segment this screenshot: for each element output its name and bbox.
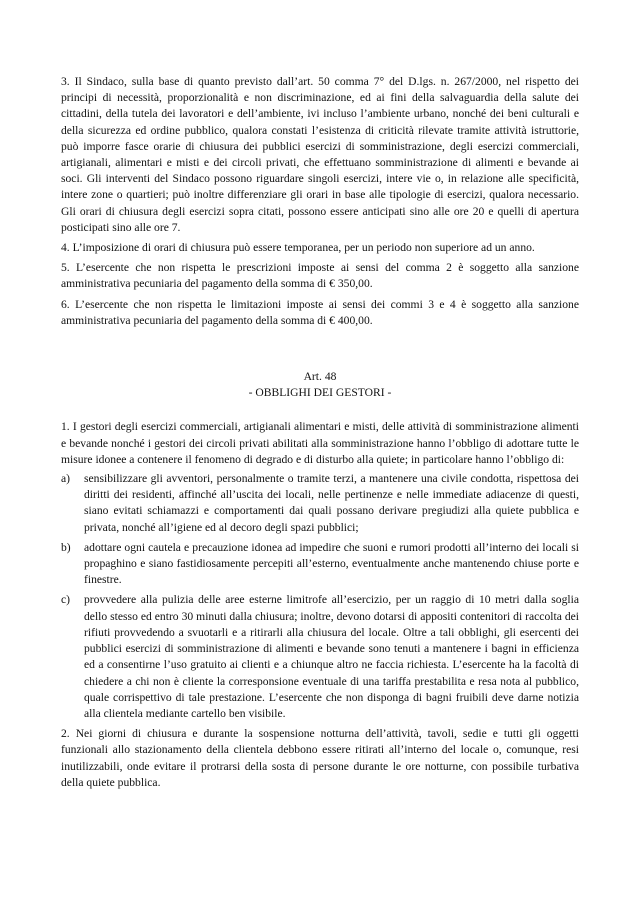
- list-item-marker: b): [61, 540, 71, 554]
- article-title: - OBBLIGHI DEI GESTORI -: [248, 386, 392, 400]
- list-item: [61, 592, 579, 722]
- list-item-text: sensibilizzare gli avventori, personalmente o tramite terzi, a mantenere una civile condotta, rispettosa dei diritti dei residenti, affinché all’uscita dei locali, nelle pertinenze e nelle immediate adiacenze di questi, siano evitati schiamazzi e comportamenti dai quali possano derivare pregiudizi alla quiete pubblica e privata, nonché all’igiene ed al decoro degli spazi pubblici;: [84, 472, 579, 534]
- paragraph-comma-5: 5. L’esercente che non rispetta le prescrizioni imposte ai sensi del comma 2 è soggetto alla sanzione amministrativa pecuniaria del pagamento della somma di € 350,00.: [61, 261, 579, 291]
- list-item-text: adottare ogni cautela e precauzione idonea ad impedire che suoni e rumori prodotti all’interno dei locali si propaghino e siano fastidiosamente percepiti all’esterno, eventualmente anche mantenendo chiuse porte e finestre.: [84, 540, 579, 587]
- list-item: [61, 471, 579, 536]
- article-number: Art. 48: [303, 370, 337, 384]
- list-item: [61, 540, 579, 589]
- paragraph-comma-3: 3. Il Sindaco, sulla base di quanto previsto dall’art. 50 comma 7° del D.lgs. n. 267/2000, nel rispetto dei principi di necessità, proporzionalità e non discriminazione, ed ai fini della salvaguardia della salute dei cittadini, della tutela dei lavoratori e dell’ambiente, ivi incluso l’ambiente urbano, nonché dei beni culturali e della sicurezza ed ordine pubblico, qualora constati l’esistenza di criticità rilevate tramite attività istruttorie, può imporre fasce orarie di chiusura dei pubblici esercizi di somministrazione, degli esercizi commerciali, artigianali, alimentari e misti e dei circoli privati, che effettuano somministrazione di alimenti e bevande ai soci. Gli interventi del Sindaco possono riguardare singoli esercizi, intere vie o, in relazione alle specificità, intere zone o quartieri; può inoltre differenziare gli orari in base alle tipologie di esercizi, qualora necessario. Gli orari di chiusura degli esercizi sopra citati, possono essere anticipati sino alle ore 20 e quelli di apertura posticipati sino alle ore 7.: [61, 75, 579, 234]
- paragraph-comma-4: 4. L’imposizione di orari di chiusura può essere temporanea, per un periodo non superiore ad un anno.: [61, 241, 535, 255]
- list-item-marker: a): [61, 472, 71, 486]
- article-intro-paragraph: 1. I gestori degli esercizi commerciali, artigianali alimentari e misti, delle attività di somministrazione alimenti e bevande nonché i gestori dei circoli privati abilitati alla somministrazione hanno l’obbligo di adottare tutte le misure idonee a contenere il fenomeno di degrado e di disturbo alla quiete; in particolare hanno l’obbligo di:: [61, 420, 579, 466]
- list-item-marker: c): [61, 593, 71, 607]
- closing-paragraph: 2. Nei giorni di chiusura e durante la sospensione notturna dell’attività, tavoli, sedie e tutti gli oggetti funzionali allo stazionamento della clientela debbono essere ritirati all’interno del locale o, comunque, resi inutilizzabili, onde evitare il protrarsi della sosta di persone durante le ore notturne, con possibile turbativa della quiete pubblica.: [61, 727, 579, 789]
- article-heading: [61, 369, 579, 401]
- obligations-list: [61, 471, 579, 722]
- paragraph-comma-6: 6. L’esercente che non rispetta le limitazioni imposte ai sensi dei commi 3 e 4 è soggetto alla sanzione amministrativa pecuniaria del pagamento della somma di € 400,00.: [61, 297, 579, 327]
- list-item-text: provvedere alla pulizia delle aree esterne limitrofe all’esercizio, per un raggio di 10 metri dalla soglia dello stesso ed entro 30 minuti dalla chiusura; inoltre, devono dotarsi di appositi contenitori di raccolta dei rifiuti provvedendo a svuotarli e a ritirarli alla chiusura del locale. Oltre a tali obblighi, gli esercenti dei pubblici esercizi di somministrazione di alimenti e bevande sono tenuti a mantenere i bagni in efficienza ed a consentirne l’uso gratuito ai clienti e a chiunque altro ne faccia richiesta. L’esercente ha la facoltà di chiedere a chi non è cliente la corresponsione eventuale di una tariffa prestabilita e resa nota al pubblico, quale corrispettivo di tale prestazione. L’esercente che non disponga di bagni fruibili deve darne notizia alla clientela mediante cartello ben visibile.: [84, 593, 579, 720]
